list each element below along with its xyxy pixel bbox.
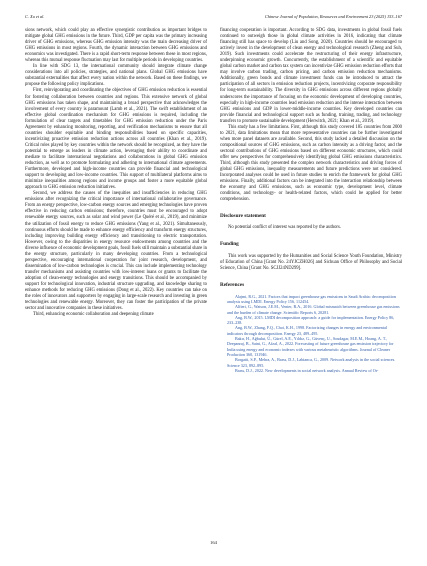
left-column	[25, 28, 207, 318]
right-column	[220, 28, 402, 373]
reference-item[interactable]: Alajmi, R.G., 2021. Factors that impact greenhouse gas emissions in Saudi Arabia: decomposition analysis using LMDI. Energy Policy 156, 112454.	[227, 293, 396, 304]
running-header	[25, 14, 402, 22]
section-heading-references: References	[220, 281, 245, 288]
reference-item[interactable]: Ang, B.W., Zhang, F.Q., Choi, K.H., 1998. Factorizing changes in energy and environmental indicators through decomposition. Energy 23, 489–495.	[227, 325, 387, 336]
reference-item[interactable]: Ang, B.W., 2015. LMDI decomposition approach: a guide for implementation. Energy Policy 86, 233–238.	[227, 314, 395, 326]
disclosure-text: No potential conflict of interest was reported by the authors.	[228, 225, 341, 231]
paragraph: Second, we address the causes of the inequities and insufficiencies in reducing GHG emissions after recognizing the critical importance of international collaborative governance. From an energy perspective, low-carbon energy sources and emerging technologies have proven effective in reducing carbon emissions; therefore, countries must be encouraged to adopt renewable energy sources, such as solar and wind power (Le Quéré et al., 2019), and minimize the utilization of fossil energy to reduce GHG emissions (Yang et al., 2021). Simultaneously, continuous efforts should be made to enhance energy efficiency and transform energy structures, including improving building energy efficiency and transitioning to electric transportation. However, owing to the disparities in energy resource endowments among countries and the diverse influence of economic development goals, fossil fuels still maintain a substantial share in the energy structure, particularly in many developing countries. From a technological perspective, encouraging international cooperation for joint research, development, and dissemination of low-carbon technologies is crucial. This can include implementing technology transfer mechanisms and assisting countries with low-interest loans or grants to facilitate the adoption of clean-energy technologies and energy transitions. This should be accompanied by support for technological innovation, industrial structure upgrading, and knowledge sharing to enhance methods for reducing GHG emissions (Dong et al., 2022). Key countries can take on the roles of innovators and supporters by engaging in large-scale research and investing in green technologies and renewable energy. Moreover, they can foster the participation of the private sector and innovative companies in these initiatives.	[25, 191, 207, 312]
reference-item[interactable]: Borgatti, S.P., Mehra, A., Brass, D.J., Labianca, G., 2009. Network analysis in the social sciences. Science 323, 892–895.	[227, 357, 396, 368]
reference-item[interactable]: Alfieri, G., Watson, J.E.M., Venter, R.A., 2016. Global mismatch between greenhouse gas emissions and the burden of climate change. Scientific Reports 6, 20281.	[227, 304, 400, 315]
paragraph: financing cooperation is important. According to SDG data, investments in global fossil fuels continued to outweigh those in global climate activities in 2016, indicating that climate financing still has space to develop (Liu and Song, 2020). Countries should be encouraged to actively invest in the development of clean energy and technological research (Zheng and Suh, 2019). Such investments could accelerate the restructuring of their energy infrastructure, underpinning economic growth. Concurrently, the establishment of a scientific and equitable global carbon market and carbon tax system can incentivize GHG emission reduction efforts that may involve carbon trading, carbon pricing, and carbon emission reduction mechanisms. Additionally, green bonds and climate investment funds can be introduced to attract the participation of all sectors in emission reduction projects, incentivizing corporate responsibility for long-term sustainability. The diversity in GHG emissions across different regions globally underscores the importance of focusing on the economic development of developing countries, especially in high-income countries lead emission reduction and the intense interaction between GHG emissions and GDP in lower-middle-income countries. Key developed countries can provide financial and technological support such as funding, training, trading, and technology transfers to promote sustainable development (Herwitch, 2021; Khan et al., 2019).	[220, 28, 402, 124]
reference-list	[220, 294, 402, 373]
reference-item[interactable]: Brass, D.J., 2022. New developments in social network analysis. Annual Review of Or-	[235, 367, 379, 373]
section-heading-funding: Funding	[220, 241, 239, 248]
paragraph: First, reinvigorating and coordinating the objectives of GHG emission reduction is essential for fostering collaboration between countries and regions. This extensive network of global GHG emissions has taken shape, and maintaining a broad perspective that acknowledges the involvement of every country is paramount (Lamb et al., 2021). The swift establishment of an effective global coordination mechanism for GHG emissions is required, including the formulation of clear targets and timetables for GHG emission reduction under the Paris Agreement by enhancing monitoring, reporting, and verification mechanisms to ensure that all countries shoulder equitable and binding responsibilities based on specific capacities, incentivizing proactive emission reduction actions across all countries (Khan et al., 2019). Critical roles played by key countries within the network should be recognized, as they have the potential to emerge as leaders in climate action, leveraging their ability to coordinate and mediate to facilitate international negotiations and collaborations in global GHG emission reduction, as well as to promote formulating and adhering to international climate agreements. Furthermore, developed and high-income countries can provide financial and technological support to developing and low-income countries. This support of multilateral platforms aims to minimize inequalities among regions and income groups and foster a more equitable global approach to GHG emission reduction initiatives.	[25, 88, 207, 191]
paragraph: This study has a few limitations. First, although this study covered 185 countries from 2000 to 2021, data limitations mean that more representative countries can be further investigated when more panel datasets are available. Second, this study lacked a detailed discussion on the compositional sources of GHG emissions, such as carbon intensity as a driving factor, and the sectoral contributions of GHG emissions based on different economic structures, which could offer new perspectives for comprehensively identifying global GHG emissions characteristics. Third, although this study presented the complex network characteristics and driving forces of global GHG emissions, inequality measurements and future predictions were not considered. Incorporated analyses could be used in future studies to enrich the framework for global GHG emissions. Finally, additional factors can be integrated into the interaction relationship between the economy and GHG emissions, such as economic type, development level, climate conditions, and technology- or health-related factors, which could be applied for better comprehension.	[220, 124, 402, 203]
header-journal: Chinese Journal of Population, Resources and Environment 23 (2025) 153–167	[264, 14, 402, 19]
paragraph: In line with SDG 13, the international community should integrate climate change considerations into all policies, strategies, and national plans. Global GHG emissions have substantial externalities that affect every nation within the network. Based on these findings, we propose the following policy implications.	[25, 64, 207, 88]
funding-text: This work was supported by the Humanities and Social Science Youth Foundation, Ministry of Education of China [Grant No. 24YJCZH026] and Sichuan Office of Philosophy and Social Science, China [Grant No. SCJJ24ND299].	[220, 253, 402, 271]
paragraph: sions network, which could play an effective synergistic contribution as important bridges to mitigate global GHG emissions in the future. Third, GDP per capita was the primary increasing driver of GHG emissions, whereas GHG emission intensity was the main decreasing driver of GHG emissions in most regions. Fourth, the dynamic interaction between GHG emissions and economics was investigated. There is a rapid short-term response between these in most regions, whereas this mutual response fluctuation may last for multiple periods in developing countries.	[25, 28, 207, 64]
page-number: 164	[210, 540, 217, 545]
reference-item[interactable]: Bakır, H., Ağbulut, Ü., Gürel, A.E., Yıldız, G., Güvenç, U., Soudagar, M.E.M., Hoang, A. T., Deepanraj, B., Saini, G., Afzal, A., 2022. Forecasting of future greenhouse gas emission trajectory for India using energy and economic indexes with various metaheuristic algorithms. Journal of Cleaner Production 360, 131946.	[227, 336, 394, 357]
header-authors: C. Xu et al.	[25, 14, 45, 19]
paragraph: Third, enhancing economic collaboration and deepening climate	[33, 312, 154, 318]
section-heading-disclosure: Disclosure statement	[220, 213, 266, 220]
